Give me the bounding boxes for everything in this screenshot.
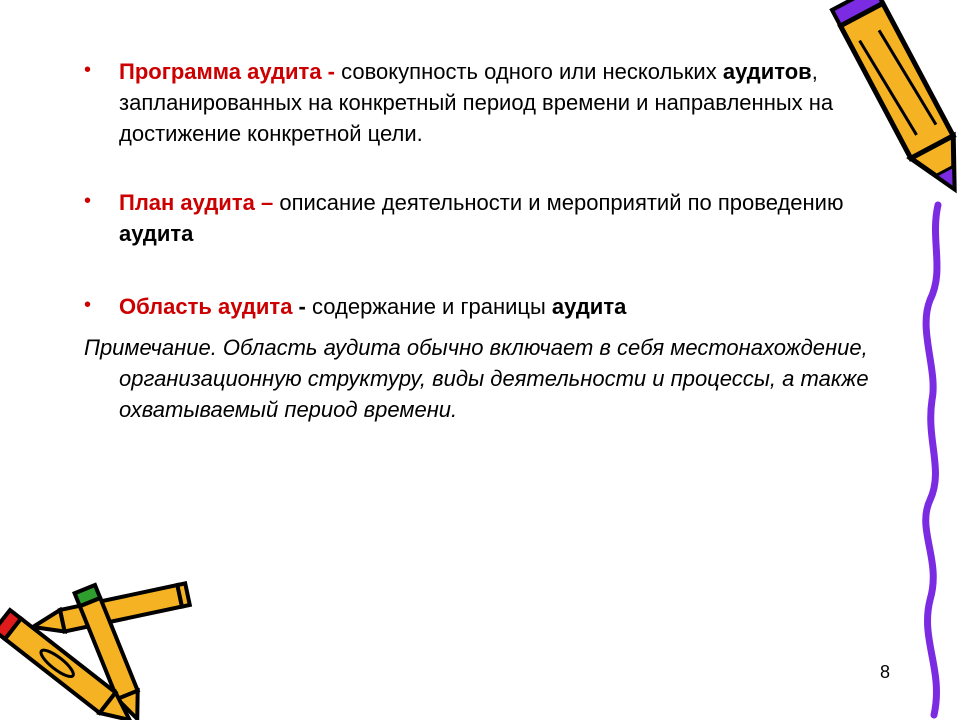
definition: , запланированных на конкретный период времени и направленных на достижение конкретной цели.	[119, 59, 834, 146]
definition-bold: аудита	[551, 294, 627, 319]
bullet-icon: •	[84, 190, 92, 212]
definition: совокупность одного или нескольких	[341, 59, 723, 84]
definition: содержание и границы	[312, 294, 552, 319]
term: План аудита	[119, 190, 255, 215]
definition: описание деятельности и мероприятий по проведению	[279, 190, 844, 215]
term: Программа аудита	[119, 59, 322, 84]
term: Область аудита	[119, 294, 293, 319]
bullet-item	[84, 187, 874, 249]
page-number: 8	[880, 662, 891, 682]
slide-content	[84, 56, 874, 425]
squiggle-line	[900, 200, 960, 720]
definition-bold: аудита	[119, 221, 194, 246]
bullet-item	[84, 291, 874, 322]
definition-bold: аудитов	[722, 59, 812, 84]
bullet-item	[84, 56, 874, 149]
bullet-icon: •	[84, 59, 92, 81]
crossed-pencils-icon	[0, 575, 200, 720]
separator: -	[292, 294, 312, 319]
bullet-icon: •	[84, 294, 92, 316]
note-text: Примечание. Область аудита обычно включает в себя местонахождение, организационную структуру, виды деятельности и процессы, а также охватываемый период времени.	[84, 335, 869, 422]
separator: -	[321, 59, 342, 84]
separator: –	[254, 190, 280, 215]
